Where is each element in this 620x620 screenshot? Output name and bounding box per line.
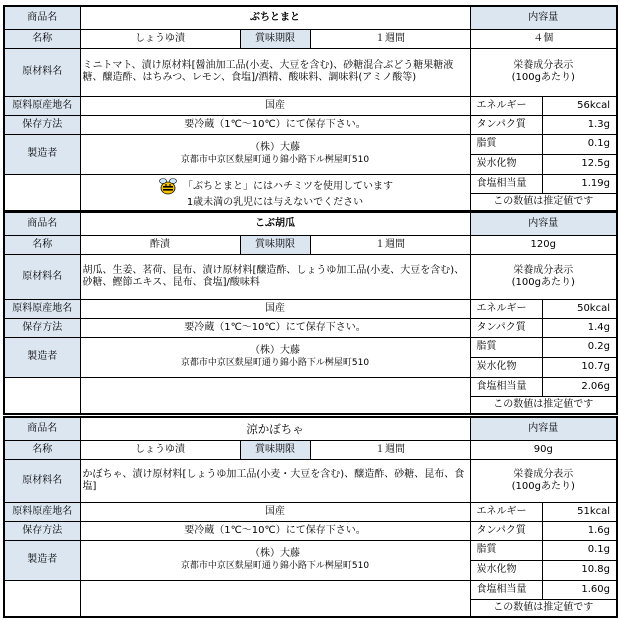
storage-header: 保存方法 bbox=[4, 521, 80, 540]
nutrition-title bbox=[470, 459, 617, 502]
expiry-header: 賞味期限 bbox=[240, 440, 310, 459]
name-value: 酢漬 bbox=[80, 235, 240, 254]
content-amount: 90g bbox=[470, 440, 617, 459]
content-header: 内容量 bbox=[470, 6, 617, 29]
product-name-header: 商品名 bbox=[4, 212, 80, 235]
origin-header: 原料原産地名 bbox=[4, 96, 80, 115]
ingredients-header: 原材料名 bbox=[4, 459, 80, 502]
maker-info bbox=[80, 337, 470, 377]
ingredients-header: 原材料名 bbox=[4, 254, 80, 299]
maker-address: 京都市中京区麩屋町通り錦小路下ル桝屋町510 bbox=[180, 155, 370, 165]
nutrition-key: 脂質 bbox=[470, 337, 542, 357]
storage-value: 要冷蔵（1℃〜10℃）にて保存下さい。 bbox=[80, 115, 470, 134]
nutrition-title-main: 栄養成分表示 bbox=[513, 264, 574, 276]
nutrition-note: この数値は推定値です bbox=[470, 396, 617, 414]
nutrition-value: 1.4g bbox=[542, 318, 617, 337]
nutrition-value: 12.5g bbox=[542, 154, 617, 174]
nutrition-key: 脂質 bbox=[470, 134, 542, 154]
nutrition-key: タンパク質 bbox=[470, 521, 542, 540]
expiry-value: １週間 bbox=[310, 440, 470, 459]
label-puchi-tomato bbox=[3, 5, 618, 212]
ingredients-header: 原材料名 bbox=[4, 48, 80, 96]
nutrition-value: 1.19g bbox=[542, 174, 617, 193]
nutrition-value: 0.1g bbox=[542, 134, 617, 154]
nutrition-key: エネルギー bbox=[470, 299, 542, 318]
maker-header: 製造者 bbox=[4, 540, 80, 580]
maker-header: 製造者 bbox=[4, 337, 80, 377]
blank-cell bbox=[4, 174, 80, 211]
nutrition-key: 脂質 bbox=[470, 540, 542, 560]
storage-value: 要冷蔵（1℃〜10℃）にて保存下さい。 bbox=[80, 521, 470, 540]
product-name-header: 商品名 bbox=[4, 6, 80, 29]
blank-cell bbox=[80, 377, 470, 414]
maker-info bbox=[80, 540, 470, 580]
nutrition-value: 0.1g bbox=[542, 540, 617, 560]
content-amount: 120g bbox=[470, 235, 617, 254]
ingredients: かぼちゃ、漬け原材料[しょうゆ加工品(小麦・大豆を含む)、醸造酢、砂糖、昆布、食塩] bbox=[80, 459, 470, 502]
nutrition-key: 炭水化物 bbox=[470, 560, 542, 580]
expiry-header: 賞味期限 bbox=[240, 235, 310, 254]
maker-name: （株）大藤 bbox=[250, 548, 300, 559]
nutrition-value: 10.8g bbox=[542, 560, 617, 580]
origin-value: 国産 bbox=[80, 96, 470, 115]
storage-header: 保存方法 bbox=[4, 115, 80, 134]
origin-value: 国産 bbox=[80, 502, 470, 521]
name-header: 名称 bbox=[4, 440, 80, 459]
nutrition-note: この数値は推定値です bbox=[470, 599, 617, 617]
origin-header: 原料原産地名 bbox=[4, 299, 80, 318]
nutrition-value: 10.7g bbox=[542, 357, 617, 377]
nutrition-key: 炭水化物 bbox=[470, 154, 542, 174]
content-header: 内容量 bbox=[470, 212, 617, 235]
nutrition-value: 1.6g bbox=[542, 521, 617, 540]
product-name: 涼かぼちゃ bbox=[80, 417, 470, 440]
nutrition-title-main: 栄養成分表示 bbox=[513, 60, 574, 71]
blank-cell bbox=[4, 580, 80, 617]
maker-address: 京都市中京区麩屋町通り錦小路下ル桝屋町510 bbox=[180, 358, 370, 368]
nutrition-title bbox=[470, 48, 617, 96]
ingredients: ミニトマト、漬け原材料[醤油加工品(小麦、大豆を含む)、砂糖混合ぶどう糖果糖液糖、醸造酢、はちみつ、レモン、食塩]/酒精、酸味料、調味料(アミノ酸等) bbox=[80, 48, 470, 96]
maker-header: 製造者 bbox=[4, 134, 80, 174]
product-name: こぶ胡瓜 bbox=[80, 212, 470, 235]
nutrition-key: タンパク質 bbox=[470, 318, 542, 337]
nutrition-value: 51kcal bbox=[542, 502, 617, 521]
nutrition-title bbox=[470, 254, 617, 299]
nutrition-key: 食塩相当量 bbox=[470, 580, 542, 599]
honey-notice-line1: 「ぶちとまと」にはハチミツを使用しています bbox=[183, 181, 393, 193]
name-header: 名称 bbox=[4, 29, 80, 48]
content-amount: ４個 bbox=[470, 29, 617, 48]
nutrition-title-basis: (100gあたり) bbox=[511, 276, 575, 288]
nutrition-title-basis: (100gあたり) bbox=[511, 72, 575, 83]
maker-address: 京都市中京区麩屋町通り錦小路下ル桝屋町510 bbox=[180, 561, 370, 571]
honey-notice-line2: 1歳未満の乳児には与えないでください bbox=[186, 197, 364, 209]
storage-value: 要冷蔵（1℃〜10℃）にて保存下さい。 bbox=[80, 318, 470, 337]
name-value: しょうゆ漬 bbox=[80, 29, 240, 48]
nutrition-key: エネルギー bbox=[470, 502, 542, 521]
nutrition-key: 炭水化物 bbox=[470, 357, 542, 377]
nutrition-key: 食塩相当量 bbox=[470, 377, 542, 396]
nutrition-value: 56kcal bbox=[542, 96, 617, 115]
ingredients: 胡瓜、生姜、茗荷、昆布、漬け原材料[醸造酢、しょうゆ加工品(小麦、大豆を含む)、砂糖、鰹節エキス、昆布、食塩]/酸味料 bbox=[80, 254, 470, 299]
nutrition-value: 1.3g bbox=[542, 115, 617, 134]
maker-name: （株）大藤 bbox=[250, 142, 300, 153]
expiry-value: １週間 bbox=[310, 235, 470, 254]
nutrition-value: 0.2g bbox=[542, 337, 617, 357]
bee-icon bbox=[157, 175, 179, 197]
maker-info bbox=[80, 134, 470, 174]
blank-cell bbox=[4, 377, 80, 414]
label-kobu-kyuri bbox=[3, 211, 618, 415]
storage-header: 保存方法 bbox=[4, 318, 80, 337]
product-name-header: 商品名 bbox=[4, 417, 80, 440]
content-header: 内容量 bbox=[470, 417, 617, 440]
nutrition-value: 1.60g bbox=[542, 580, 617, 599]
honey-notice bbox=[80, 174, 470, 211]
nutrition-key: 食塩相当量 bbox=[470, 174, 542, 193]
nutrition-value: 50kcal bbox=[542, 299, 617, 318]
nutrition-value: 2.06g bbox=[542, 377, 617, 396]
blank-cell bbox=[80, 580, 470, 617]
expiry-value: １週間 bbox=[310, 29, 470, 48]
label-ryo-kabocha bbox=[3, 416, 618, 618]
name-value: しょうゆ漬 bbox=[80, 440, 240, 459]
maker-name: （株）大藤 bbox=[250, 345, 300, 356]
nutrition-key: タンパク質 bbox=[470, 115, 542, 134]
origin-header: 原料原産地名 bbox=[4, 502, 80, 521]
nutrition-title-main: 栄養成分表示 bbox=[513, 468, 574, 480]
nutrition-key: エネルギー bbox=[470, 96, 542, 115]
nutrition-title-basis: (100gあたり) bbox=[511, 480, 575, 492]
name-header: 名称 bbox=[4, 235, 80, 254]
nutrition-note: この数値は推定値です bbox=[470, 193, 617, 211]
expiry-header: 賞味期限 bbox=[240, 29, 310, 48]
product-name: ぶちとまと bbox=[80, 6, 470, 29]
origin-value: 国産 bbox=[80, 299, 470, 318]
